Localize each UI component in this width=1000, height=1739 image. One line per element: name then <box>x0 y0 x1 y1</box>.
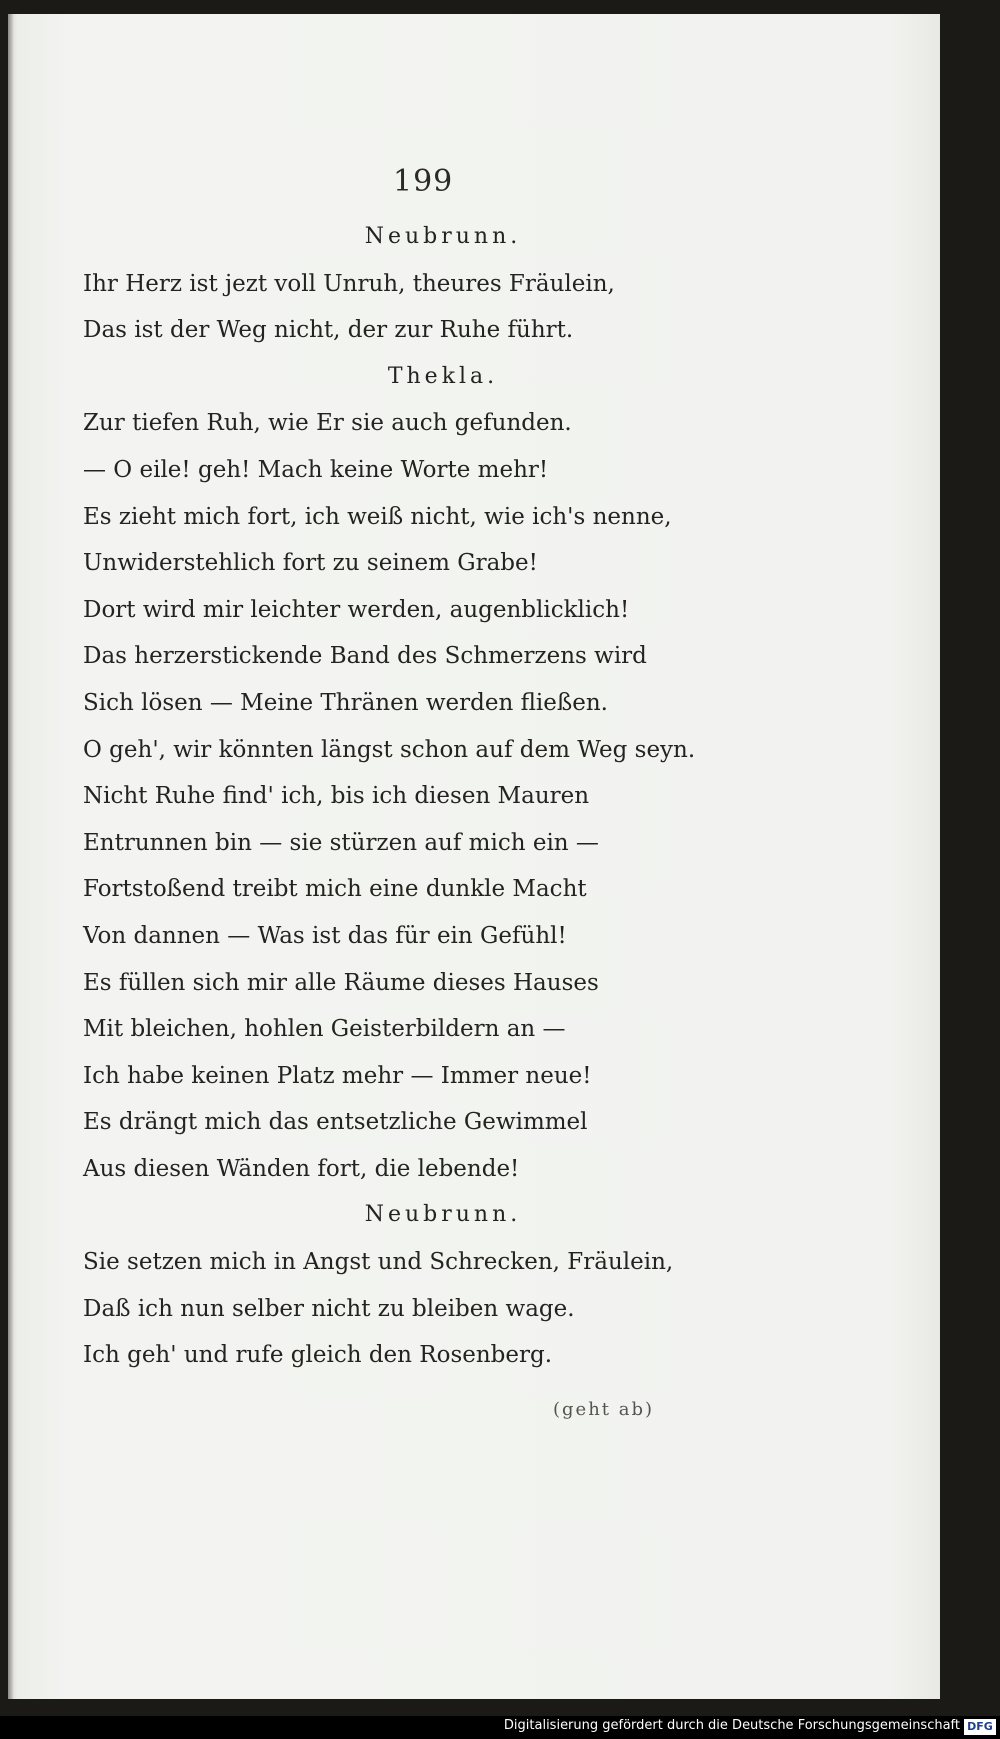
book-page <box>8 14 940 1699</box>
verse-text <box>83 214 723 1379</box>
verse-line: Das herzerstickende Band des Schmerzens wird <box>83 643 647 670</box>
verse-line: Nicht Ruhe find' ich, bis ich diesen Mauren <box>83 783 590 810</box>
verse-line: Das ist der Weg nicht, der zur Ruhe führt. <box>83 317 574 344</box>
verse-line: Es füllen sich mir alle Räume dieses Hauses <box>83 969 599 996</box>
verse-line: Es drängt mich das entsetzliche Gewimmel <box>83 1109 588 1136</box>
verse-line: O geh', wir könnten längst schon auf dem Weg seyn. <box>83 736 696 763</box>
verse-line: Mit bleichen, hohlen Geisterbildern an — <box>83 1016 566 1043</box>
verse-line: Von dannen — Was ist das für ein Gefühl! <box>83 922 567 949</box>
verse-line: Daß ich nun selber nicht zu bleiben wage. <box>83 1295 575 1322</box>
spine-shadow <box>8 14 14 1699</box>
verse-line: Sie setzen mich in Angst und Schrecken, Fräulein, <box>83 1249 674 1276</box>
verse-line: Fortstoßend treibt mich eine dunkle Macht <box>83 876 587 903</box>
verse-line: Ich geh' und rufe gleich den Rosenberg. <box>83 1342 553 1369</box>
speaker-name: Thekla. <box>387 363 499 389</box>
verse-line: Entrunnen bin — sie stürzen auf mich ein — <box>83 829 599 856</box>
verse-line: Ich habe keinen Platz mehr — Immer neue! <box>83 1062 592 1089</box>
verse-line: Sich lösen — Meine Thränen werden fließen. <box>83 689 608 716</box>
funding-credit: Digitalisierung gefördert durch die Deutsche Forschungsgemeinschaft <box>503 1718 960 1733</box>
verse-line: Ihr Herz ist jezt voll Unruh, theures Fräulein, <box>83 270 615 297</box>
verse-line: Dort wird mir leichter werden, augenblicklich! <box>83 596 630 623</box>
verse-line: Aus diesen Wänden fort, die lebende! <box>83 1155 520 1182</box>
verse-line: Unwiderstehlich fort zu seinem Grabe! <box>83 550 538 577</box>
stage-direction: (geht ab) <box>553 1399 655 1420</box>
verse-line: Es zieht mich fort, ich weiß nicht, wie ich's nenne, <box>83 503 672 530</box>
speaker-name: Neubrunn. <box>364 224 522 249</box>
page-number: 199 <box>393 164 454 199</box>
verse-line: — O eile! geh! Mach keine Worte mehr! <box>83 456 549 483</box>
verse-line: Zur tiefen Ruh, wie Er sie auch gefunden. <box>83 410 572 437</box>
digitization-footer <box>0 1716 1000 1739</box>
dfg-logo: DFG <box>964 1719 996 1735</box>
speaker-name: Neubrunn. <box>364 1202 522 1228</box>
